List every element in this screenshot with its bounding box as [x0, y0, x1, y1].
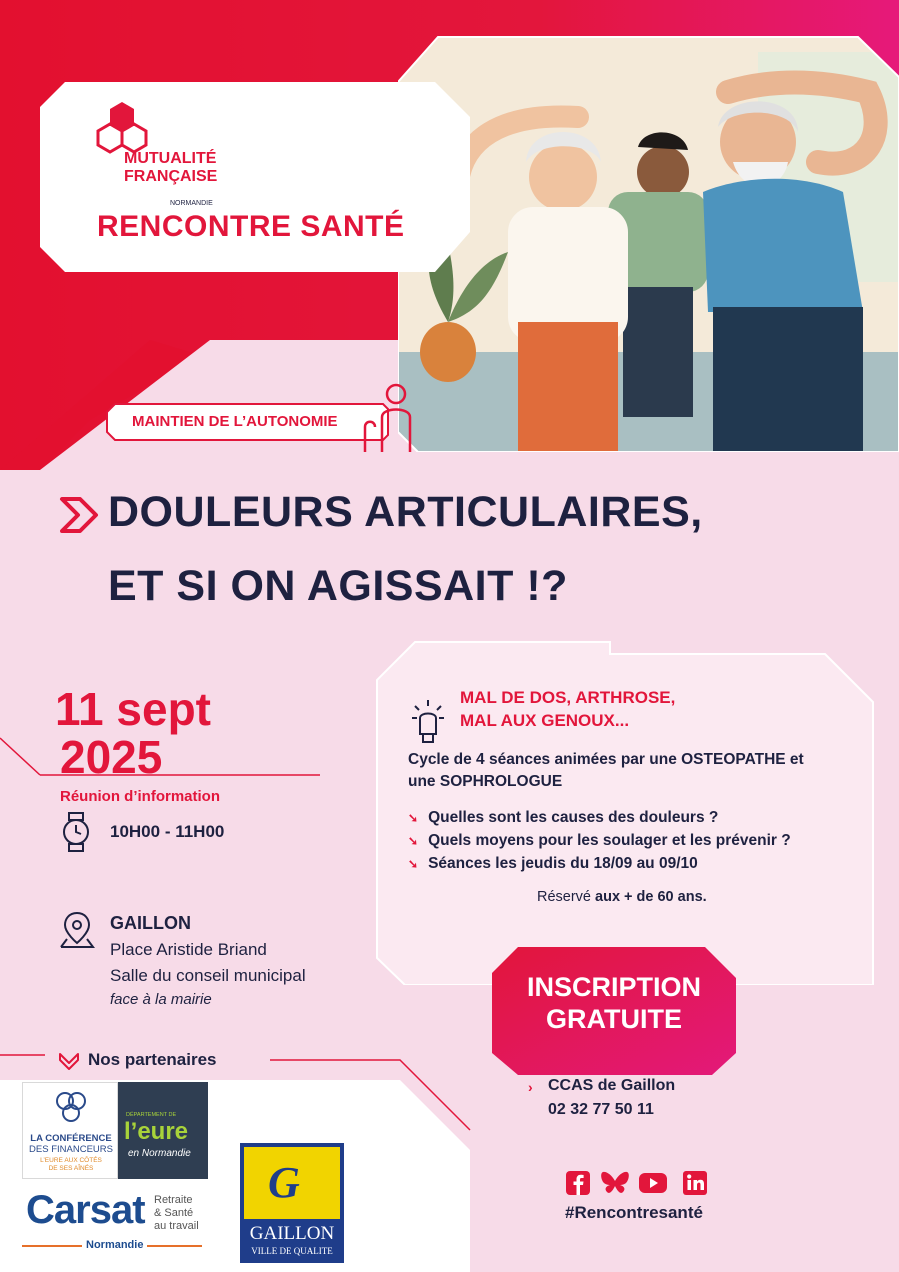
- meeting-label: Réunion d’information: [60, 788, 220, 805]
- watch-icon: [58, 812, 94, 852]
- reserved-note: Réservé aux + de 60 ans.: [537, 889, 707, 905]
- carsat-rule-left: [22, 1245, 82, 1247]
- bullet-arrow-icon: ➘: [408, 834, 419, 848]
- info-desc-line1: Cycle de 4 séances animées par une OSTEOPATHE et: [408, 751, 804, 768]
- partners-chevron-icon: [58, 1051, 80, 1071]
- contact-phone: 02 32 77 50 11: [548, 1101, 654, 1118]
- gaillon-emblem-icon: G: [268, 1158, 300, 1207]
- headline-line2: ET SI ON AGISSAIT !?: [108, 562, 568, 610]
- org-region: NORMANDIE: [170, 200, 213, 207]
- event-time: 10H00 - 11H00: [110, 822, 225, 841]
- exercise-illustration: [398, 22, 899, 452]
- inscription-line1: INSCRIPTION: [526, 972, 701, 1002]
- event-address3: face à la mairie: [110, 991, 212, 1008]
- eure-logo: DÉPARTEMENT DE l’eure en Normandie: [118, 1082, 208, 1179]
- info-bullet: ➘ Quels moyens pour les soulager et les prévenir ?: [408, 832, 791, 849]
- event-address1: Place Aristide Briand: [110, 940, 267, 959]
- bluesky-icon[interactable]: [600, 1170, 630, 1196]
- carsat-logo: Carsat Retraite & Santé au travail Normandie: [22, 1188, 207, 1258]
- bullet-arrow-icon: ➘: [408, 857, 419, 871]
- info-title-line1: MAL DE DOS, ARTHROSE,: [460, 688, 676, 707]
- headline-line1: DOULEURS ARTICULAIRES,: [108, 488, 703, 536]
- lightbulb-icon: [410, 698, 446, 748]
- info-bullet: ➘ Séances les jeudis du 18/09 au 09/10: [408, 855, 698, 872]
- org-name-line2: FRANÇAISE: [124, 168, 218, 185]
- headline-chevron-icon: [58, 495, 100, 535]
- event-city: GAILLON: [110, 913, 191, 933]
- cfpa-emblem-icon: [53, 1089, 89, 1125]
- event-date-year: 2025: [60, 731, 163, 783]
- linkedin-icon[interactable]: [682, 1170, 708, 1196]
- youtube-icon[interactable]: [638, 1172, 668, 1194]
- social-hashtag: #Rencontresanté: [565, 1203, 703, 1222]
- cfpa-logo: LA CONFÉRENCE DES FINANCEURS L’EURE AUX CÔTÉS DE SES AÎNÉS: [22, 1082, 118, 1179]
- contact-chevron-icon: ›: [528, 1079, 533, 1095]
- facebook-icon[interactable]: [565, 1170, 591, 1196]
- gaillon-emblem: [244, 1147, 340, 1219]
- info-desc-line2: une SOPHROLOGUE: [408, 773, 563, 790]
- bullet-arrow-icon: ➘: [408, 811, 419, 825]
- inscription-line2: GRATUITE: [546, 1004, 682, 1034]
- info-bullet: ➘ Quelles sont les causes des douleurs ?: [408, 809, 719, 826]
- event-address2: Salle du conseil municipal: [110, 966, 306, 985]
- info-title-line2: MAL AUX GENOUX...: [460, 711, 630, 730]
- tag-label: MAINTIEN DE L’AUTONOMIE: [132, 413, 338, 430]
- gaillon-logo: G GAILLON VILLE DE QUALITE: [240, 1143, 344, 1263]
- carsat-rule-right: [147, 1245, 202, 1247]
- elderly-person-icon: [360, 382, 420, 454]
- contact-name: CCAS de Gaillon: [548, 1077, 676, 1094]
- org-name-line1: MUTUALITÉ: [124, 150, 217, 167]
- location-pin-icon: [58, 910, 96, 950]
- event-type: RENCONTRE SANTÉ: [97, 210, 405, 243]
- partners-title: Nos partenaires: [88, 1050, 217, 1069]
- event-date-day: 11 sept: [55, 683, 211, 735]
